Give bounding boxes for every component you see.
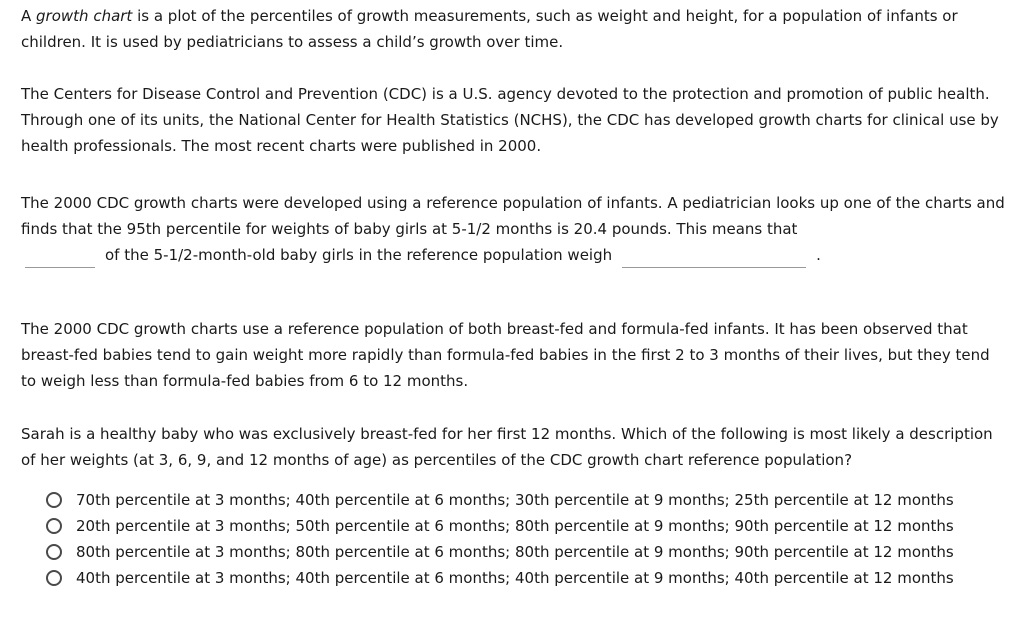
intro-paragraph: [21, 3, 1006, 55]
intro-rest: is a plot of the percentiles of growth measurements, such as weight and height, for a population of infants or children. It is used by pediatricians to assess a child’s growth over time.: [21, 7, 958, 51]
fill-in-middle-text: of the 5-1/2-month-old baby girls in the reference population weigh: [105, 246, 613, 264]
radio-button-icon[interactable]: [46, 518, 62, 534]
percent-blank-dropdown[interactable]: [25, 250, 95, 268]
radio-button-icon[interactable]: [46, 570, 62, 586]
growth-chart-term: growth chart: [36, 7, 133, 25]
answer-option[interactable]: [46, 539, 1006, 565]
answer-option-label: 70th percentile at 3 months; 40th percentile at 6 months; 30th percentile at 9 months; 25th percentile at 12 months: [76, 491, 954, 509]
answer-option[interactable]: [46, 487, 1006, 513]
answer-option-label: 40th percentile at 3 months; 40th percentile at 6 months; 40th percentile at 9 months; 40th percentile at 12 months: [76, 569, 954, 587]
cdc-paragraph: The Centers for Disease Control and Prevention (CDC) is a U.S. agency devoted to the protection and promotion of public health. Through one of its units, the National Center for Health Statistics (NCHS), the CDC has developed growth charts for clinical use by health professionals. The most recent charts were published in 2000.: [21, 85, 999, 155]
question-text: Sarah is a healthy baby who was exclusively breast-fed for her first 12 months. Which of the following is most likely a description of her weights (at 3, 6, 9, and 12 months of age) as percentiles of the CDC growth chart reference population?: [21, 425, 993, 469]
answer-option[interactable]: [46, 565, 1006, 591]
intro-lead: A: [21, 7, 37, 25]
reference-paragraph: The 2000 CDC growth charts were developed using a reference population of infants. A pediatrician looks up one of the charts and finds that the 95th percentile for weights of baby girls at 5-1/2 months is 20.4 pounds. This means that: [21, 194, 1005, 238]
weight-blank-dropdown[interactable]: [622, 250, 806, 268]
fill-in-sentence: [21, 242, 1006, 268]
answer-options: [46, 487, 1006, 591]
answer-option[interactable]: [46, 513, 1006, 539]
feeding-paragraph: The 2000 CDC growth charts use a reference population of both breast-fed and formula-fed infants. It has been observed that breast-fed babies tend to gain weight more rapidly than formula-fed babies in the first 2 to 3 months of their lives, but they tend to weigh less than formula-fed babies from 6 to 12 months.: [21, 320, 990, 390]
radio-button-icon[interactable]: [46, 544, 62, 560]
question-page: [21, 3, 1006, 591]
fill-in-end-text: .: [816, 246, 821, 264]
answer-option-label: 20th percentile at 3 months; 50th percentile at 6 months; 80th percentile at 9 months; 90th percentile at 12 months: [76, 517, 954, 535]
radio-button-icon[interactable]: [46, 492, 62, 508]
answer-option-label: 80th percentile at 3 months; 80th percentile at 6 months; 80th percentile at 9 months; 90th percentile at 12 months: [76, 543, 954, 561]
